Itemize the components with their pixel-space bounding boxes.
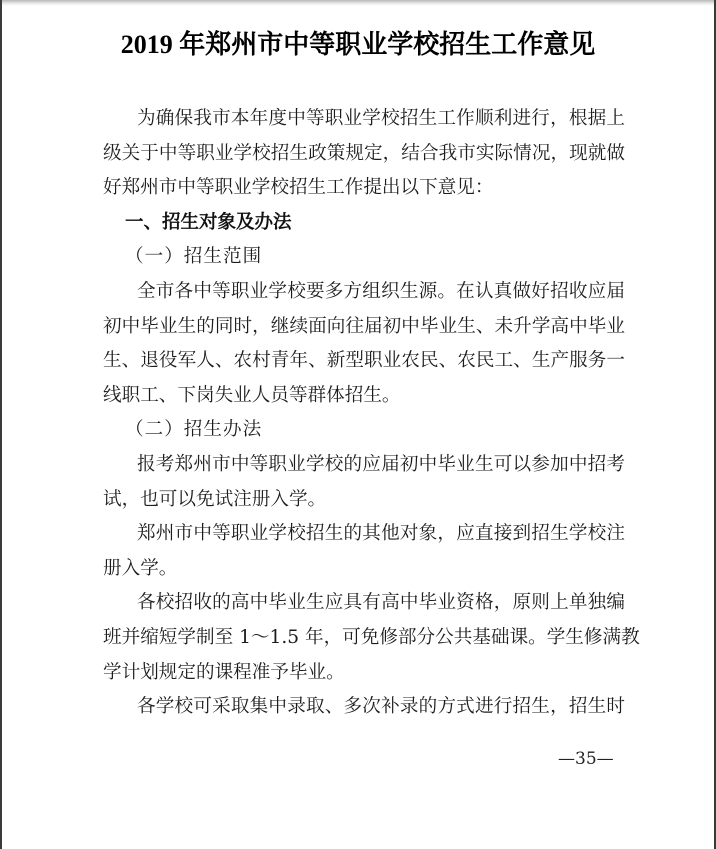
section-heading: 一、招生对象及办法 <box>125 211 292 233</box>
document-title: 2019 年郑州市中等职业学校招生工作意见 <box>120 30 596 59</box>
paragraph-line: 线职工、下岗失业人员等群体招生。 <box>103 384 401 406</box>
paragraph-line: 好郑州市中等职业学校招生工作提出以下意见： <box>103 177 494 199</box>
paragraph-line: 全市各中等职业学校要多方组织生源。在认真做好招收应届 <box>137 280 625 302</box>
paragraph-line: 报考郑州市中等职业学校的应届初中毕业生可以参加中招考 <box>137 453 625 475</box>
paragraph-line: 初中毕业生的同时，继续面向往届初中毕业生、未升学高中毕业 <box>103 315 625 337</box>
paragraph-line: 学计划规定的课程准予毕业。 <box>103 661 345 683</box>
document-body <box>103 102 640 725</box>
paragraph-line: 各校招收的高中毕业生应具有高中毕业资格，原则上单独编 <box>137 592 625 614</box>
paragraph-line: 生、退役军人、农村青年、新型职业农民、农民工、生产服务一 <box>103 350 625 372</box>
subsection-heading: （二）招生办法 <box>125 419 263 441</box>
subsection-heading: （一）招生范围 <box>125 246 263 268</box>
paragraph-line: 郑州市中等职业学校招生的其他对象，应直接到招生学校注 <box>137 523 625 545</box>
paragraph-line: 试，也可以免试注册入学。 <box>103 488 327 510</box>
page-number: —35— <box>558 749 614 769</box>
paragraph-line: 为确保我市本年度中等职业学校招生工作顺利进行，根据上 <box>137 108 625 129</box>
page-top-shadow <box>2 0 714 6</box>
paragraph-line: 册入学。 <box>103 557 178 579</box>
paragraph-line: 级关于中等职业学校招生政策规定，结合我市实际情况，现就做 <box>103 142 625 164</box>
paragraph-line: 各学校可采取集中录取、多次补录的方式进行招生，招生时 <box>137 696 625 718</box>
paragraph-line: 班并缩短学制至 1～1.5 年，可免修部分公共基础课。学生修满教 <box>103 626 640 648</box>
